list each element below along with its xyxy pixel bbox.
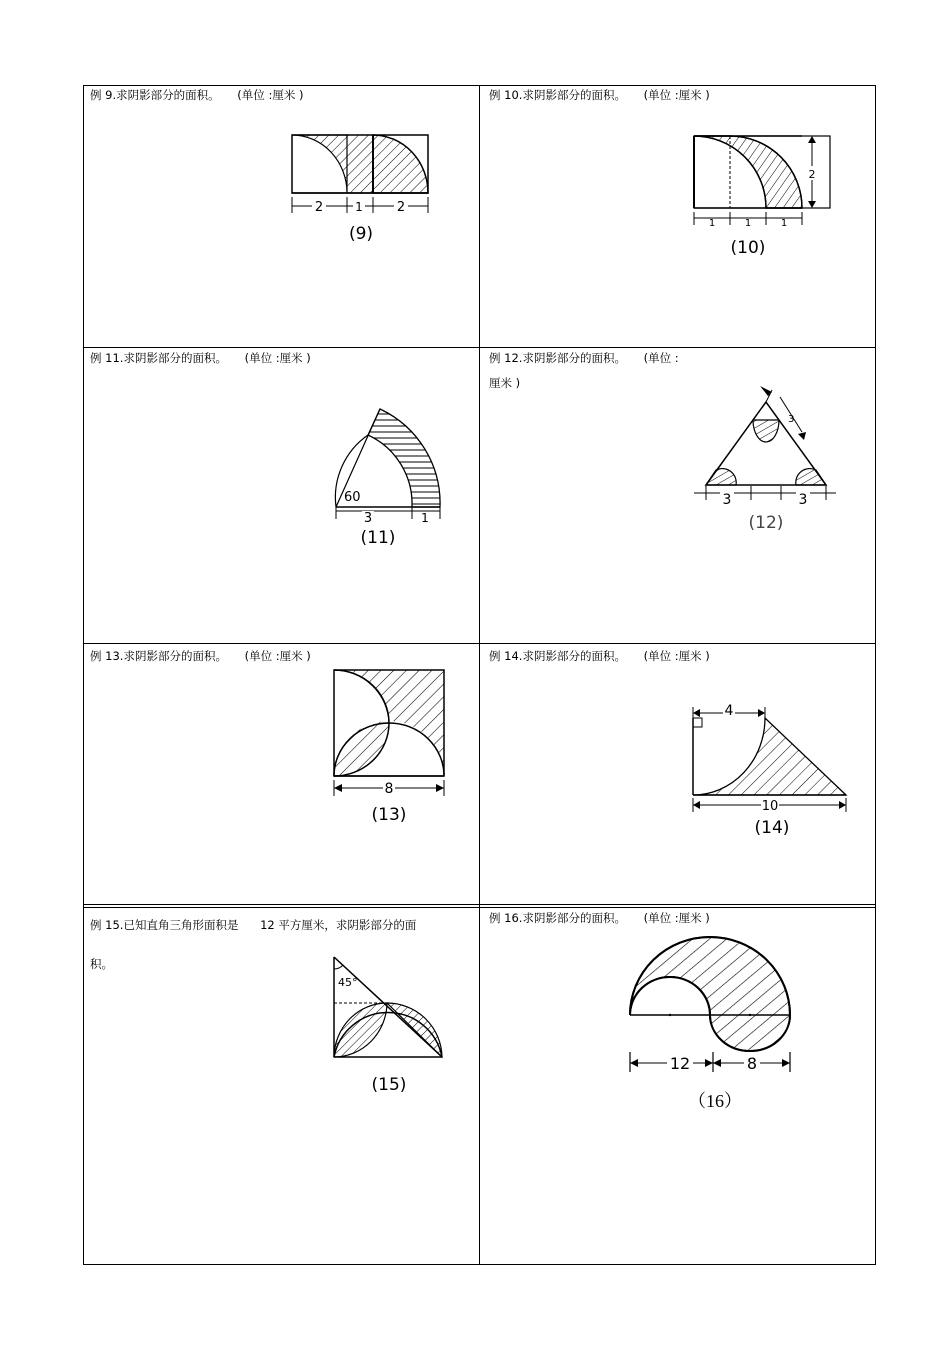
dim-label: 1: [421, 511, 429, 525]
unit-note-continued: 厘米 ): [489, 376, 521, 390]
question-15: [90, 918, 416, 932]
table-column-divider: [479, 86, 480, 1264]
table-row-divider: [84, 904, 875, 905]
dim-label: 1: [780, 218, 788, 229]
unit-note: (单位 :厘米 ): [244, 351, 311, 365]
dim-label: 8: [384, 781, 394, 797]
unit-note: (单位 :厘米 ): [237, 88, 304, 102]
question-12: [489, 351, 679, 365]
figure-16: [627, 936, 797, 1126]
dim-label: 2: [808, 168, 816, 181]
dim-label: 12: [669, 1054, 691, 1073]
unit-note: (单位 :厘米 ): [643, 911, 710, 925]
figure-caption: (10): [730, 238, 766, 258]
figure-caption: （16）: [688, 1091, 742, 1111]
dim-label: 2: [314, 200, 324, 215]
dim-label: 2: [396, 200, 406, 215]
question-title: 例 13.求阴影部分的面积。: [90, 649, 227, 663]
dim-label: 1: [355, 200, 363, 214]
question-10: [489, 88, 710, 102]
table-row-divider: [84, 643, 875, 644]
figure-15: [332, 955, 448, 1103]
figure-12: [690, 382, 840, 542]
question-title: 例 9.求阴影部分的面积。: [90, 88, 220, 102]
angle-label: 45°: [338, 976, 358, 989]
dim-label: 4: [724, 703, 734, 719]
unit-note: (单位 :: [643, 351, 679, 365]
question-text-continued: 积。: [90, 957, 113, 971]
table-row-divider: [84, 347, 875, 348]
figure-caption: (15): [371, 1075, 407, 1095]
figure-caption: (11): [360, 528, 396, 548]
unit-note: (单位 :厘米 ): [244, 649, 311, 663]
question-title: 例 15.已知直角三角形面积是: [90, 918, 239, 932]
table-row-divider: [84, 907, 875, 908]
question-13: [90, 649, 311, 663]
question-9: [90, 88, 303, 102]
dim-label: 10: [761, 799, 779, 814]
question-title: 例 11.求阴影部分的面积。: [90, 351, 227, 365]
figure-caption: (13): [371, 805, 407, 825]
figure-14: [690, 693, 852, 845]
angle-label: 60: [344, 490, 361, 505]
figure-13: [332, 668, 450, 832]
dim-label: 8: [746, 1054, 758, 1073]
question-11: [90, 351, 311, 365]
question-text: 12 平方厘米，求阴影部分的面: [260, 918, 417, 932]
question-title: 例 14.求阴影部分的面积。: [489, 649, 626, 663]
figure-11: [332, 405, 444, 555]
figure-caption: (12): [748, 513, 784, 533]
figure-caption: (14): [754, 818, 790, 838]
unit-note: (单位 :厘米 ): [643, 88, 710, 102]
unit-note: (单位 :厘米 ): [643, 649, 710, 663]
figure-9: [291, 133, 431, 249]
figure-caption: (9): [348, 224, 374, 244]
dim-label: 1: [744, 218, 752, 229]
question-title: 例 10.求阴影部分的面积。: [489, 88, 626, 102]
dim-label: 3: [363, 511, 373, 526]
question-title: 例 12.求阴影部分的面积。: [489, 351, 626, 365]
dim-label: 3: [798, 492, 808, 508]
figure-10: [690, 133, 832, 265]
question-title: 例 16.求阴影部分的面积。: [489, 911, 626, 925]
dim-label: 1: [708, 218, 716, 229]
question-14: [489, 649, 710, 663]
question-16: [489, 911, 710, 925]
dim-label: 3: [722, 492, 732, 508]
side-label: 3: [788, 414, 795, 425]
